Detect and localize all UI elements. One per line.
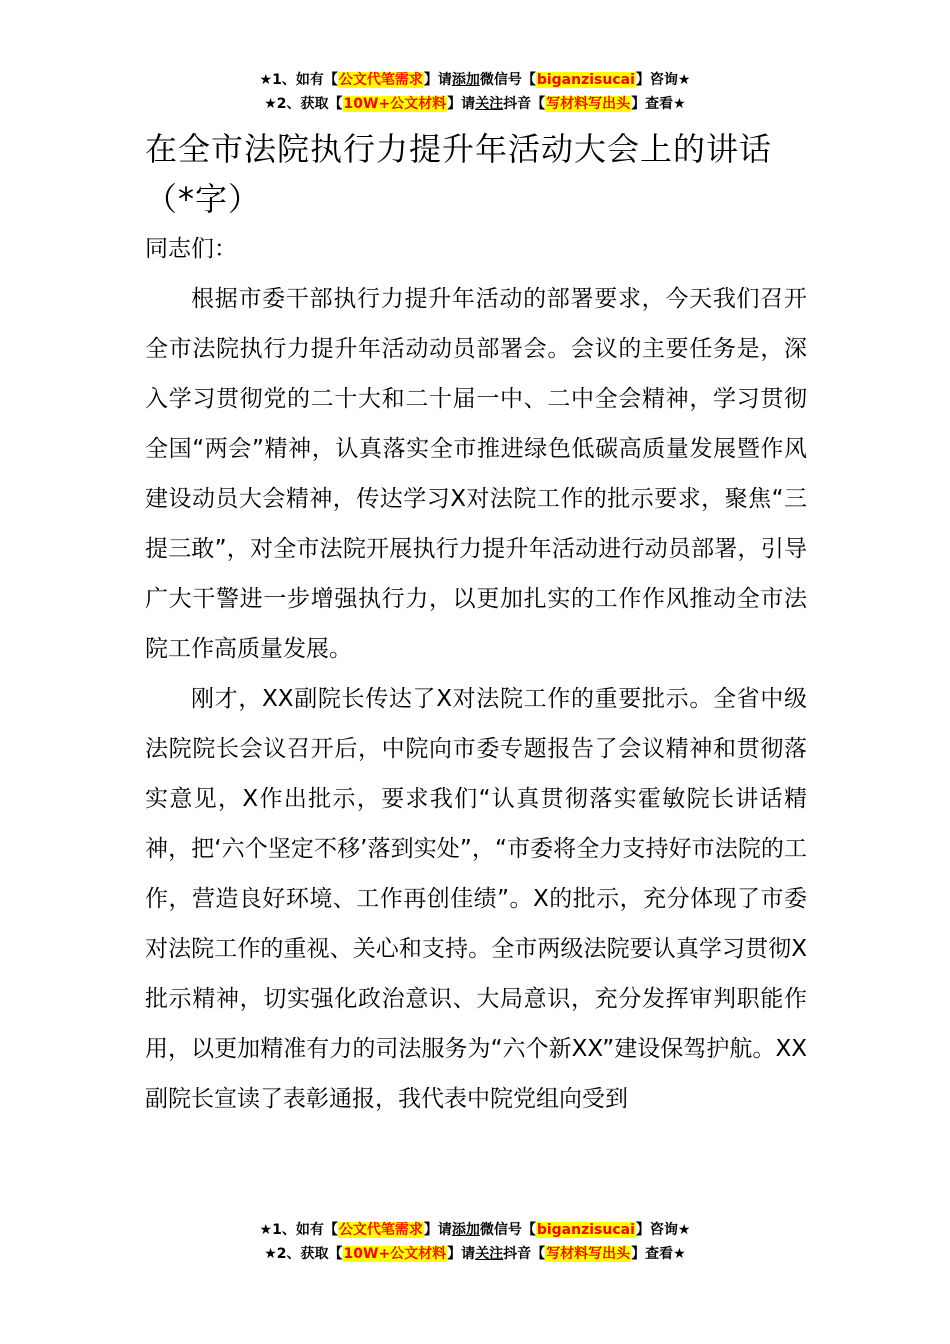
salutation: 同志们： [145,236,237,262]
paragraph-2: 刚才，XX副院长传达了X对法院工作的重要批示。全省中级法院院长会议召开后，中院向市委专题报告了会议精神和贯彻落实意见，X作出批示，要求我们“认真贯彻落实霍敏院长讲话精神，把‘六个坚定不移’落到实处”，“市委将全力支持好市法院的工作，营造良好环境、工作再创佳绩”。X的批示，充分体现了市委对法院工作的重视、关心和支持。全市两级法院要认真学习贯彻X批示精神，切实强化政治意识、大局意识，充分发挥审判职能作用，以更加精准有力的司法服务为“六个新XX”建设保驾护航。XX副院长宣读了表彰通报，我代表中院党组向受到 [145,686,807,1112]
banner-text: 抖音【 [503,1246,546,1262]
banner-highlight-materials: 10W+公文材料 [343,96,447,112]
banner-emphasis: 关注 [475,96,504,112]
banner-highlight-douyin: 写材料写出头 [546,1246,631,1262]
banner-text: ★2、获取【 [264,1246,343,1262]
banner-text: 】查看★ [631,96,686,112]
banner-text: 】请 [447,96,476,112]
banner-text: 】咨询★ [635,72,691,88]
banner-line-2 [0,1242,950,1266]
banner-line-1 [0,1218,950,1242]
banner-emphasis: 添加 [451,1222,480,1238]
banner-text: 】请 [423,1222,452,1238]
banner-highlight-service: 公文代笔需求 [338,72,423,88]
banner-emphasis: 添加 [451,72,480,88]
document-body [145,124,807,1124]
banner-text: 】查看★ [631,1246,686,1262]
banner-text: 微信号【 [479,72,536,88]
banner-text: 】请 [423,72,452,88]
document-title: 在全市法院执行力提升年活动大会上的讲话（*字） [145,130,773,218]
banner-text: 】请 [447,1246,476,1262]
banner-highlight-materials: 10W+公文材料 [343,1246,447,1262]
header-banner [0,68,950,116]
banner-text: ★2、获取【 [264,96,343,112]
banner-highlight-service: 公文代笔需求 [338,1222,423,1238]
paragraph-1: 根据市委干部执行力提升年活动的部署要求，今天我们召开全市法院执行力提升年活动动员部署会。会议的主要任务是，深入学习贯彻党的二十大和二十届一中、二中全会精神，学习贯彻全国“两会”精神，认真落实全市推进绿色低碳高质量发展暨作风建设动员大会精神，传达学习X对法院工作的批示要求，聚焦“三提三敢”，对全市法院开展执行力提升年活动进行动员部署，引导广大干警进一步增强执行力，以更加扎实的工作作风推动全市法院工作高质量发展。 [145,286,807,662]
banner-emphasis: 关注 [475,1246,504,1262]
banner-highlight-wechat: biganzisucai [536,1222,635,1238]
banner-text: 】咨询★ [635,1222,691,1238]
banner-line-2 [0,92,950,116]
banner-text: 微信号【 [479,1222,536,1238]
banner-text: 抖音【 [503,96,546,112]
banner-text: ★1、如有【 [259,72,338,88]
banner-highlight-wechat: biganzisucai [536,72,635,88]
banner-line-1 [0,68,950,92]
banner-text: ★1、如有【 [259,1222,338,1238]
banner-highlight-douyin: 写材料写出头 [546,96,631,112]
footer-banner [0,1218,950,1266]
